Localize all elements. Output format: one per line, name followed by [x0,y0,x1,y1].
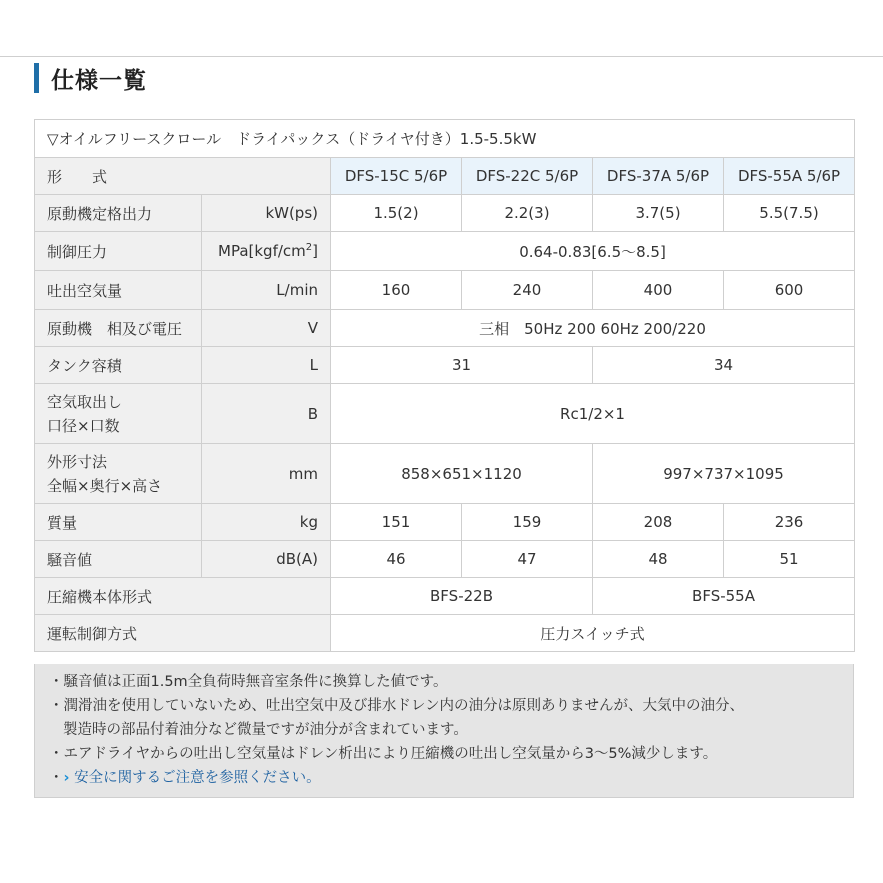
value-cell: 34 [593,347,855,384]
safety-notice-link[interactable]: 安全に関するご注意を参照ください。 [74,770,321,786]
table-row-control [35,615,855,652]
section-heading [34,62,147,94]
note-line: ・エアドライヤからの吐出し空気量はドレン析出により圧縮機の吐出し空気量から3〜5%減少します。 [49,746,718,762]
value-cell: BFS-22B [331,578,593,615]
model-cell: DFS-37A 5/6P [593,158,724,195]
row-label: 原動機 相及び電圧 [35,310,202,347]
value-cell: BFS-55A [593,578,855,615]
value-cell: 240 [462,271,593,310]
row-label-line: 全幅×奥行×高さ [47,476,163,495]
spec-table [34,119,855,652]
row-label: 圧縮機本体形式 [35,578,331,615]
value-cell: 858×651×1120 [331,444,593,504]
value-cell: Rc1/2×1 [331,384,855,444]
row-label-line: 空気取出し [47,392,123,411]
table-row-air [35,271,855,310]
note-line: 製造時の部品付着油分など微量ですが油分が含まれています。 [63,722,468,738]
table-caption-row [35,120,855,158]
value-cell: 0.64-0.83[6.5〜8.5] [331,232,855,271]
row-label: 原動機定格出力 [35,195,202,232]
note-line-safety [49,766,839,790]
table-row-output [35,195,855,232]
page-title: 仕様一覧 [51,67,147,94]
unit-superscript: 2 [305,242,313,253]
value-cell: 600 [724,271,855,310]
table-caption: ▽オイルフリースクロール ドライパックス（ドライヤ付き）1.5-5.5kW [35,120,855,158]
row-unit: L [202,347,331,384]
heading-accent-bar [34,63,39,93]
value-cell: 47 [462,541,593,578]
value-cell: 5.5(7.5) [724,195,855,232]
row-label-line: 口径×口数 [47,416,120,435]
value-cell: 1.5(2) [331,195,462,232]
notes-box [34,664,854,798]
value-cell: 236 [724,504,855,541]
value-cell: 圧力スイッチ式 [331,615,855,652]
row-unit: V [202,310,331,347]
row-label [35,444,202,504]
model-cell: DFS-22C 5/6P [462,158,593,195]
row-unit: L/min [202,271,331,310]
row-label: 運転制御方式 [35,615,331,652]
value-cell: 48 [593,541,724,578]
table-row-tank [35,347,855,384]
table-row-noise [35,541,855,578]
chevron-right-icon: › [63,770,70,786]
value-cell: 997×737×1095 [593,444,855,504]
value-cell: 400 [593,271,724,310]
value-cell: 160 [331,271,462,310]
row-label [35,384,202,444]
note-bullet: ・ [49,770,64,786]
table-row-phase [35,310,855,347]
row-unit: kW(ps) [202,195,331,232]
value-cell: 3.7(5) [593,195,724,232]
model-cell: DFS-15C 5/6P [331,158,462,195]
row-label: 制御圧力 [35,232,202,271]
value-cell: 208 [593,504,724,541]
top-divider [0,56,883,57]
table-row-mass [35,504,855,541]
unit-end: ] [312,242,318,260]
note-line: ・潤滑油を使用していないため、吐出空気中及び排水ドレン内の油分は原則ありませんが、大気中の油分、 [49,698,745,714]
value-cell: 46 [331,541,462,578]
model-cell: DFS-55A 5/6P [724,158,855,195]
row-unit: B [202,384,331,444]
table-row-dims [35,444,855,504]
row-label: 騒音値 [35,541,202,578]
row-unit: mm [202,444,331,504]
value-cell: 51 [724,541,855,578]
value-cell: 31 [331,347,593,384]
value-cell: 2.2(3) [462,195,593,232]
value-cell: 159 [462,504,593,541]
note-line: ・騒音値は正面1.5m全負荷時無音室条件に換算した値です。 [49,674,448,690]
row-unit: kg [202,504,331,541]
table-row-outlet [35,384,855,444]
value-cell: 三相 50Hz 200 60Hz 200/220 [331,310,855,347]
table-row-pressure [35,232,855,271]
row-label: タンク容積 [35,347,202,384]
row-label: 吐出空気量 [35,271,202,310]
row-label-line: 外形寸法 [47,452,108,471]
table-row-model [35,158,855,195]
row-unit: dB(A) [202,541,331,578]
row-label: 形 式 [35,158,331,195]
unit-main: MPa[kgf/cm [218,242,306,260]
row-unit [202,232,331,271]
row-label: 質量 [35,504,202,541]
table-row-body [35,578,855,615]
value-cell: 151 [331,504,462,541]
